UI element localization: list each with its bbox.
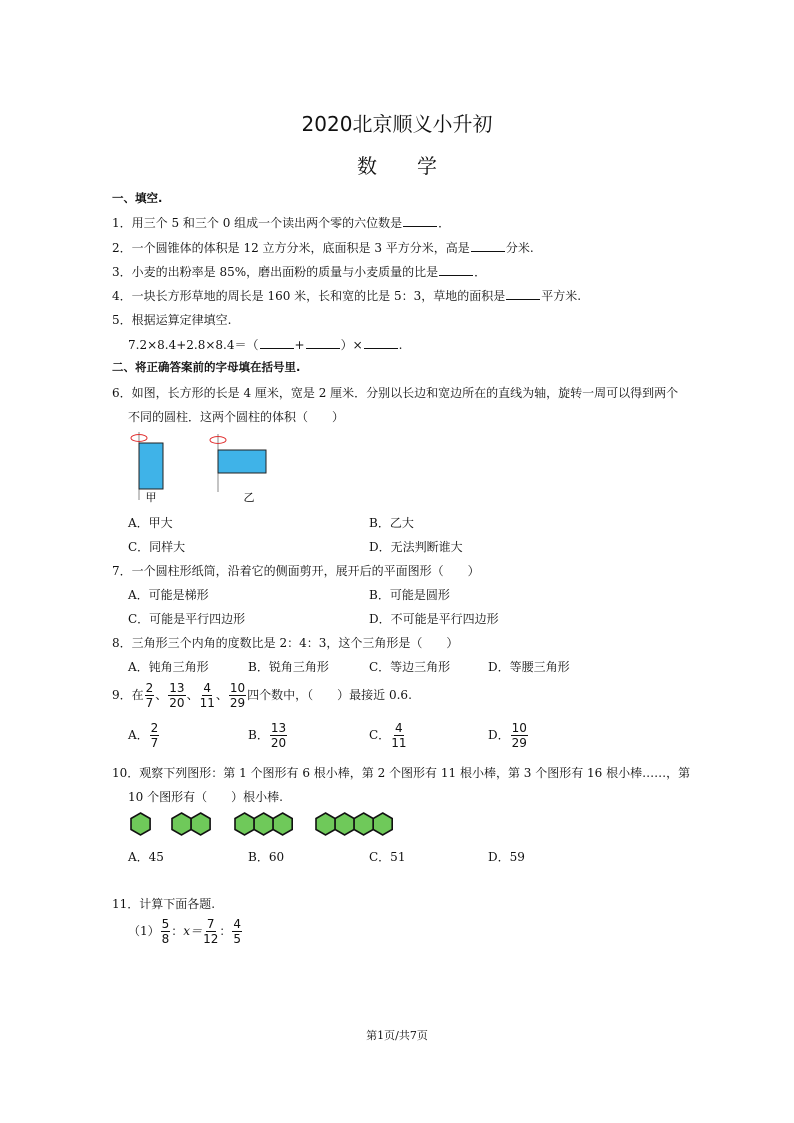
fraction	[270, 722, 287, 749]
denominator: 29	[229, 696, 246, 710]
separator: 、	[186, 688, 199, 702]
question-10-line1: 10．观察下列图形：第 1 个图形有 6 根小棒，第 2 个图形有 11 根小棒，第 3 个图形有 16 根小棒……，第	[112, 766, 691, 780]
numerator: 10	[229, 681, 246, 695]
question-1	[112, 214, 450, 231]
question-5-expression	[128, 336, 402, 353]
q9-prefix: 9．在	[112, 688, 144, 702]
option-letter: A．	[128, 728, 149, 742]
denominator: 7	[150, 736, 159, 750]
hexagon-4-4	[373, 813, 392, 835]
q8-option-a[interactable]: A．钝角三角形	[128, 660, 209, 674]
q7-option-b[interactable]: B．可能是圆形	[369, 588, 450, 602]
denominator: 5	[233, 932, 242, 946]
q3-end: ．	[474, 265, 487, 279]
question-11: 11．计算下面各题.	[112, 897, 216, 911]
question-3	[112, 263, 486, 280]
question-4	[112, 287, 581, 304]
numerator: 7	[206, 917, 215, 931]
answer-blank[interactable]	[306, 338, 340, 349]
numerator: 2	[145, 681, 154, 695]
question-7: 7．一个圆柱形纸筒，沿着它的侧面剪开，展开后的平面图形（ ）	[112, 564, 480, 578]
fraction	[150, 722, 160, 749]
q10-option-c[interactable]: C．51	[369, 850, 406, 864]
q6-option-d[interactable]: D．无法判断谁大	[369, 540, 463, 554]
q10-option-d[interactable]: D．59	[488, 850, 525, 864]
numerator: 2	[150, 721, 159, 735]
fraction	[203, 918, 218, 945]
x-equals: x＝	[183, 924, 203, 938]
fraction	[200, 682, 215, 709]
q9-option-d[interactable]	[488, 722, 529, 749]
question-5: 5．根据运算定律填空.	[112, 313, 232, 327]
page-subtitle: 数学	[357, 154, 477, 178]
denominator: 29	[511, 736, 527, 750]
denominator: 11	[199, 696, 215, 710]
q6-rectangle-figure	[120, 428, 280, 508]
page-title: 2020北京顺义小升初	[301, 112, 493, 136]
q1-end: ．	[438, 216, 451, 230]
separator: 、	[215, 688, 228, 702]
q9-option-a[interactable]	[128, 722, 160, 749]
denominator: 7	[145, 696, 154, 710]
hexagon-4-1	[316, 813, 335, 835]
numerator: 4	[395, 721, 403, 735]
q8-option-d[interactable]: D．等腰三角形	[488, 660, 570, 674]
answer-blank[interactable]	[471, 241, 505, 252]
fraction	[168, 682, 185, 709]
q5-expr: 7.2×8.4+2.8×8.4＝（	[128, 338, 259, 352]
fraction	[391, 722, 406, 749]
fraction	[229, 682, 246, 709]
q8-option-c[interactable]: C．等边三角形	[369, 660, 451, 674]
question-9	[112, 682, 412, 709]
denominator: 20	[169, 696, 185, 710]
question-6-line1: 6．如图，长方形的长是 4 厘米，宽是 2 厘米．分别以长边和宽边所在的直线为轴，旋转一周可以得到两个	[112, 386, 679, 400]
answer-blank[interactable]	[364, 338, 398, 349]
label-yi: 乙	[243, 491, 255, 504]
q6-option-c[interactable]: C．同样大	[128, 540, 186, 554]
q6-option-b[interactable]: B．乙大	[369, 516, 414, 530]
separator: 、	[155, 688, 168, 702]
q1-text: 1．用三个 5 和三个 0 组成一个读出两个零的六位数是	[112, 216, 403, 230]
ratio-colon: ：	[219, 924, 232, 938]
option-letter: D．	[488, 728, 510, 742]
q8-option-b[interactable]: B．锐角三角形	[248, 660, 329, 674]
q5-end: .	[398, 338, 403, 352]
numerator: 13	[270, 721, 287, 735]
hexagon-2-1	[172, 813, 191, 835]
section-fill-in: 一、填空.	[112, 191, 163, 205]
denominator: 12	[203, 932, 219, 946]
fraction	[161, 918, 171, 945]
q9-suffix: 四个数中，（ ）最接近 0.6.	[247, 688, 412, 702]
q11-part-1	[128, 918, 243, 945]
section-multiple-choice: 二、将正确答案前的字母填在括号里.	[112, 360, 301, 374]
q10-option-a[interactable]: A．45	[128, 850, 164, 864]
label-jia: 甲	[145, 491, 157, 504]
q2-end: 分米.	[505, 241, 534, 255]
question-10-line2: 10 个图形有（ ）根小棒.	[128, 790, 283, 804]
rectangle-yi	[218, 450, 266, 473]
answer-blank[interactable]	[403, 216, 437, 227]
option-letter: B．	[248, 728, 269, 742]
answer-blank[interactable]	[260, 338, 294, 349]
hexagon-3-1	[235, 813, 254, 835]
hexagon-4-2	[335, 813, 354, 835]
hexagon-3-2	[254, 813, 273, 835]
q9-option-b[interactable]	[248, 722, 288, 749]
hexagon-3-3	[273, 813, 292, 835]
rectangle-jia	[139, 443, 163, 489]
question-8: 8．三角形三个内角的度数比是 2：4：3，这个三角形是（ ）	[112, 636, 459, 650]
q2-text: 2．一个圆锥体的体积是 12 立方分米，底面积是 3 平方分米，高是	[112, 241, 470, 255]
numerator: 5	[161, 917, 170, 931]
q7-option-c[interactable]: C．可能是平行四边形	[128, 612, 246, 626]
hexagon-4-3	[354, 813, 373, 835]
q7-option-d[interactable]: D．不可能是平行四边形	[369, 612, 499, 626]
q9-option-c[interactable]	[369, 722, 407, 749]
q7-option-a[interactable]: A．可能是梯形	[128, 588, 209, 602]
fraction	[511, 722, 528, 749]
answer-blank[interactable]	[506, 289, 540, 300]
q10-option-b[interactable]: B．60	[248, 850, 285, 864]
denominator: 20	[270, 736, 287, 750]
question-2	[112, 239, 534, 256]
q5-plus: +	[294, 338, 305, 352]
fraction	[145, 682, 155, 709]
numerator: 4	[233, 917, 242, 931]
denominator: 8	[161, 932, 170, 946]
q5-expr2: ）×	[340, 338, 363, 352]
q4-end: 平方米.	[541, 289, 582, 303]
hexagon-pattern-figure	[128, 808, 408, 840]
q4-text: 4．一块长方形草地的周长是 160 米，长和宽的比是 5：3，草地的面积是	[112, 289, 506, 303]
option-letter: C．	[369, 728, 391, 742]
answer-blank[interactable]	[439, 265, 473, 276]
hexagon-2-2	[191, 813, 210, 835]
part-label: （1）	[128, 924, 160, 938]
ratio-colon: ：	[171, 924, 184, 938]
numerator: 4	[203, 681, 212, 695]
fraction	[232, 918, 242, 945]
q3-text: 3．小麦的出粉率是 85%，磨出面粉的质量与小麦质量的比是	[112, 265, 439, 279]
denominator: 11	[391, 736, 407, 750]
numerator: 13	[169, 681, 185, 695]
numerator: 10	[511, 721, 527, 735]
page-number: 第1页/共7页	[366, 1029, 428, 1042]
question-6-line2: 不同的圆柱．这两个圆柱的体积（ ）	[128, 410, 345, 424]
hexagon-1-1	[131, 813, 150, 835]
q6-option-a[interactable]: A．甲大	[128, 516, 173, 530]
